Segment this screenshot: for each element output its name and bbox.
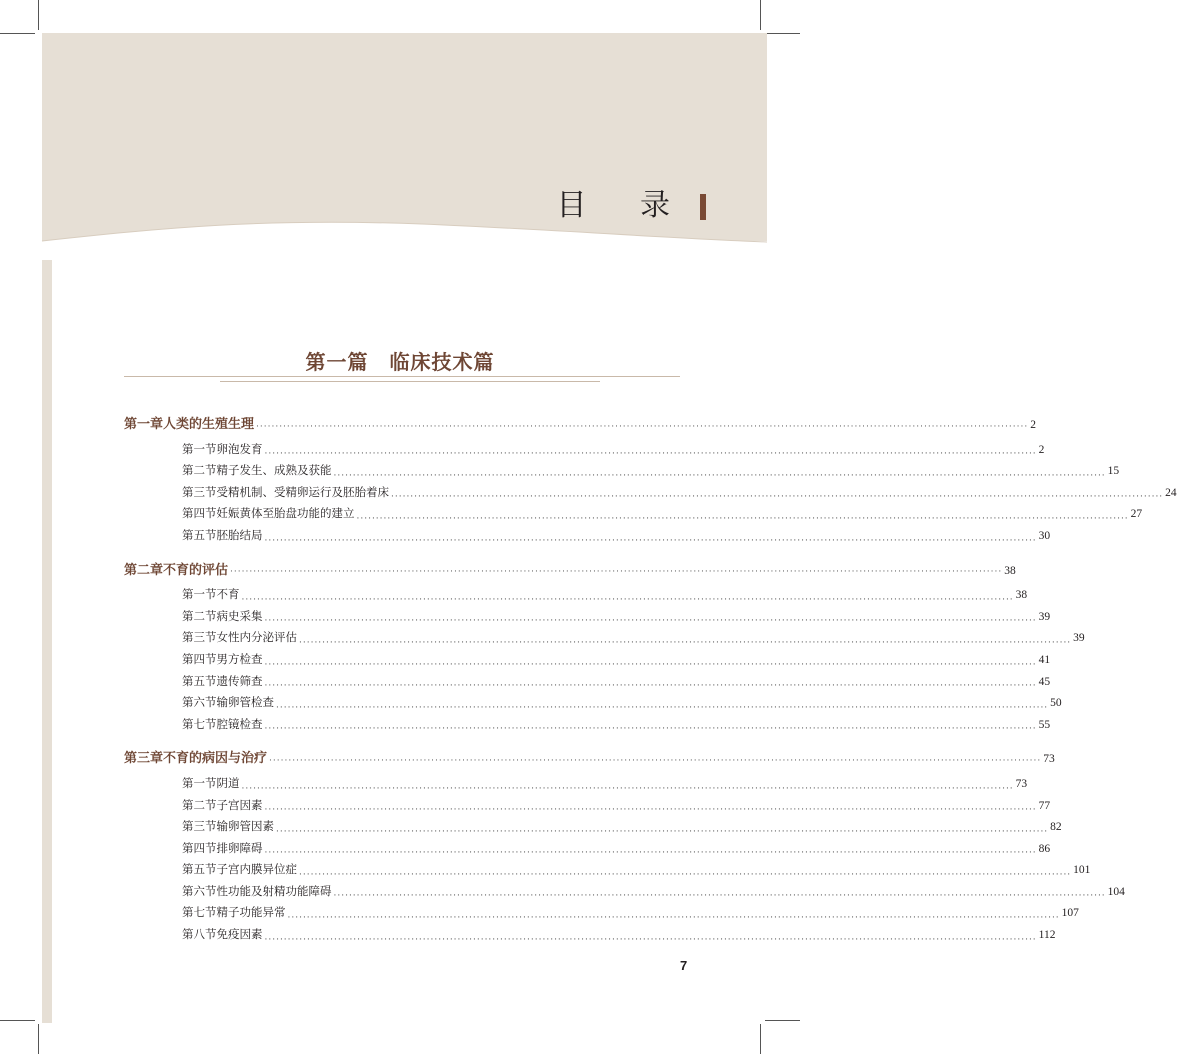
section-title: 输卵管检查 xyxy=(216,695,274,710)
section-title: 男方检查 xyxy=(216,651,263,666)
leader-dots: ········································································································································································································ xyxy=(356,513,1129,524)
leader-dots: ········································································································································································································ xyxy=(333,470,1106,481)
toc-section-entry[interactable] xyxy=(124,861,1091,883)
section-page: 39 xyxy=(1038,610,1051,623)
leader-dots: ········································································································································································································ xyxy=(264,805,1037,816)
leader-dots: ········································································································································································································ xyxy=(241,783,1014,794)
leader-dots: ········································································································································································································ xyxy=(391,492,1164,503)
section-title: 精子功能异常 xyxy=(216,905,286,920)
section-number: 第一节 xyxy=(182,775,217,790)
leader-dots: ········································································································································································································ xyxy=(264,616,1037,627)
leader-dots: ········································································································································································································ xyxy=(269,755,1042,766)
section-number: 第七节 xyxy=(182,716,217,731)
leader-dots: ········································································································································································································ xyxy=(256,421,1029,432)
leader-dots: ········································································································································································································ xyxy=(287,913,1060,924)
section-title: 精子发生、成熟及获能 xyxy=(216,463,332,478)
section-number: 第二节 xyxy=(182,608,217,623)
section-number: 第四节 xyxy=(182,506,217,521)
leader-dots: ········································································································································································································ xyxy=(264,659,1037,670)
toc-section-entry[interactable] xyxy=(124,608,1051,630)
section-number: 第六节 xyxy=(182,883,217,898)
toc-section-entry[interactable] xyxy=(124,797,1051,819)
section-number: 第五节 xyxy=(182,862,217,877)
toc-section-entry[interactable] xyxy=(124,904,1079,926)
section-title: 卵泡发育 xyxy=(216,441,263,456)
leader-dots: ········································································································································································································ xyxy=(264,535,1037,546)
chapter-number: 第三章 xyxy=(124,751,164,767)
page-title: 目 录 xyxy=(556,188,692,223)
section-page: 41 xyxy=(1038,653,1051,666)
crop-mark xyxy=(0,1020,35,1021)
leader-dots: ········································································································································································································ xyxy=(276,826,1049,837)
title-accent-bar xyxy=(700,194,706,220)
chapter-title: 人类的生殖生理 xyxy=(163,417,255,432)
section-title: 免疫因素 xyxy=(216,927,263,942)
chapter-page: 38 xyxy=(1004,564,1016,577)
section-page: 101 xyxy=(1073,864,1091,877)
toc-section-entry[interactable] xyxy=(124,926,1056,948)
section-title: 阴道 xyxy=(216,775,240,790)
leader-dots: ········································································································································································································ xyxy=(241,594,1014,605)
toc-section-entry[interactable] xyxy=(124,694,1062,716)
toc-section-entry[interactable] xyxy=(124,673,1051,695)
leader-dots: ········································································································································································································ xyxy=(333,891,1106,902)
section-title: 遗传筛查 xyxy=(216,673,263,688)
toc-section-entry[interactable] xyxy=(124,629,1085,651)
section-title: 输卵管因素 xyxy=(216,819,274,834)
section-page: 50 xyxy=(1050,697,1062,710)
section-number: 第五节 xyxy=(182,527,217,542)
leader-dots: ········································································································································································································ xyxy=(264,449,1037,460)
chapter-spacer xyxy=(124,737,692,747)
toc-chapter-entry[interactable] xyxy=(124,413,1036,435)
section-title: 受精机制、受精卵运行及胚胎着床 xyxy=(216,484,389,499)
crop-mark xyxy=(0,33,35,34)
divider xyxy=(124,376,680,377)
leader-dots: ········································································································································································································ xyxy=(299,869,1072,880)
section-title: 排卵障碍 xyxy=(216,840,263,855)
toc-chapter-entry[interactable] xyxy=(124,747,1055,769)
section-page: 73 xyxy=(1015,777,1028,790)
section-page: 45 xyxy=(1038,675,1051,688)
section-page: 24 xyxy=(1165,486,1177,499)
crop-mark xyxy=(760,0,761,30)
crop-mark xyxy=(38,1024,39,1054)
toc-section-entry[interactable] xyxy=(124,441,1045,463)
section-title: 病史采集 xyxy=(216,608,263,623)
crop-mark xyxy=(760,1024,761,1054)
toc-chapter-entry[interactable] xyxy=(124,559,1016,581)
chapter-spacer xyxy=(124,549,692,559)
section-page: 55 xyxy=(1038,718,1051,731)
toc-section-entry[interactable] xyxy=(124,527,1051,549)
section-page: 82 xyxy=(1050,821,1062,834)
divider xyxy=(220,381,600,382)
chapter-title: 不育的病因与治疗 xyxy=(163,751,268,767)
page-number: 7 xyxy=(680,958,688,973)
section-page: 38 xyxy=(1015,589,1028,602)
toc-section-entry[interactable] xyxy=(124,586,1028,608)
section-number: 第三节 xyxy=(182,484,217,499)
section-number: 第三节 xyxy=(182,630,217,645)
toc-section-entry[interactable] xyxy=(124,716,1051,738)
leader-dots: ········································································································································································································ xyxy=(264,848,1037,859)
section-page: 104 xyxy=(1107,885,1125,898)
section-number: 第三节 xyxy=(182,819,217,834)
section-page: 112 xyxy=(1038,929,1056,942)
chapter-number: 第二章 xyxy=(124,562,164,578)
section-page: 27 xyxy=(1130,508,1143,521)
section-page: 2 xyxy=(1038,443,1045,456)
leader-dots: ········································································································································································································ xyxy=(264,934,1037,945)
section-number: 第六节 xyxy=(182,695,217,710)
section-title: 女性内分泌评估 xyxy=(216,630,297,645)
section-page: 30 xyxy=(1038,529,1051,542)
toc-section-entry[interactable] xyxy=(124,840,1051,862)
section-number: 第七节 xyxy=(182,905,217,920)
crop-mark xyxy=(765,33,800,34)
section-page: 39 xyxy=(1073,632,1085,645)
section-title: 子宫因素 xyxy=(216,797,263,812)
section-number: 第四节 xyxy=(182,651,217,666)
section-page: 86 xyxy=(1038,842,1051,855)
leader-dots: ········································································································································································································ xyxy=(264,681,1037,692)
crop-mark xyxy=(38,0,39,30)
chapter-page: 73 xyxy=(1043,753,1055,766)
chapter-title: 不育的评估 xyxy=(163,562,229,578)
section-page: 107 xyxy=(1061,907,1079,920)
section-page: 77 xyxy=(1038,799,1051,812)
toc-section-entry[interactable] xyxy=(124,484,1177,506)
leader-dots: ········································································································································································································ xyxy=(264,724,1037,735)
leader-dots: ········································································································································································································ xyxy=(276,702,1049,713)
section-number: 第一节 xyxy=(182,441,217,456)
table-of-contents xyxy=(124,413,1177,948)
section-title: 胚胎结局 xyxy=(216,527,263,542)
leader-dots: ········································································································································································································ xyxy=(230,567,1003,578)
crop-mark xyxy=(765,1020,800,1021)
section-title: 不育 xyxy=(216,587,240,602)
toc-section-entry[interactable] xyxy=(124,462,1120,484)
toc-section-entry[interactable] xyxy=(124,651,1051,673)
section-number: 第二节 xyxy=(182,797,217,812)
leader-dots: ········································································································································································································ xyxy=(299,637,1072,648)
toc-section-entry[interactable] xyxy=(124,818,1062,840)
toc-section-entry[interactable] xyxy=(124,505,1143,527)
chapter-number: 第一章 xyxy=(124,417,164,432)
part-title: 第一篇 临床技术篇 xyxy=(305,350,495,374)
section-title: 腔镜检查 xyxy=(216,716,263,731)
section-number: 第四节 xyxy=(182,840,217,855)
toc-section-entry[interactable] xyxy=(124,775,1028,797)
section-number: 第二节 xyxy=(182,463,217,478)
toc-section-entry[interactable] xyxy=(124,883,1125,905)
section-title: 妊娠黄体至胎盘功能的建立 xyxy=(216,506,355,521)
chapter-page: 2 xyxy=(1030,419,1036,431)
section-number: 第一节 xyxy=(182,587,217,602)
section-title: 性功能及射精功能障碍 xyxy=(216,883,332,898)
section-title: 子宫内膜异位症 xyxy=(216,862,297,877)
section-number: 第五节 xyxy=(182,673,217,688)
section-page: 15 xyxy=(1107,465,1120,478)
section-number: 第八节 xyxy=(182,927,217,942)
